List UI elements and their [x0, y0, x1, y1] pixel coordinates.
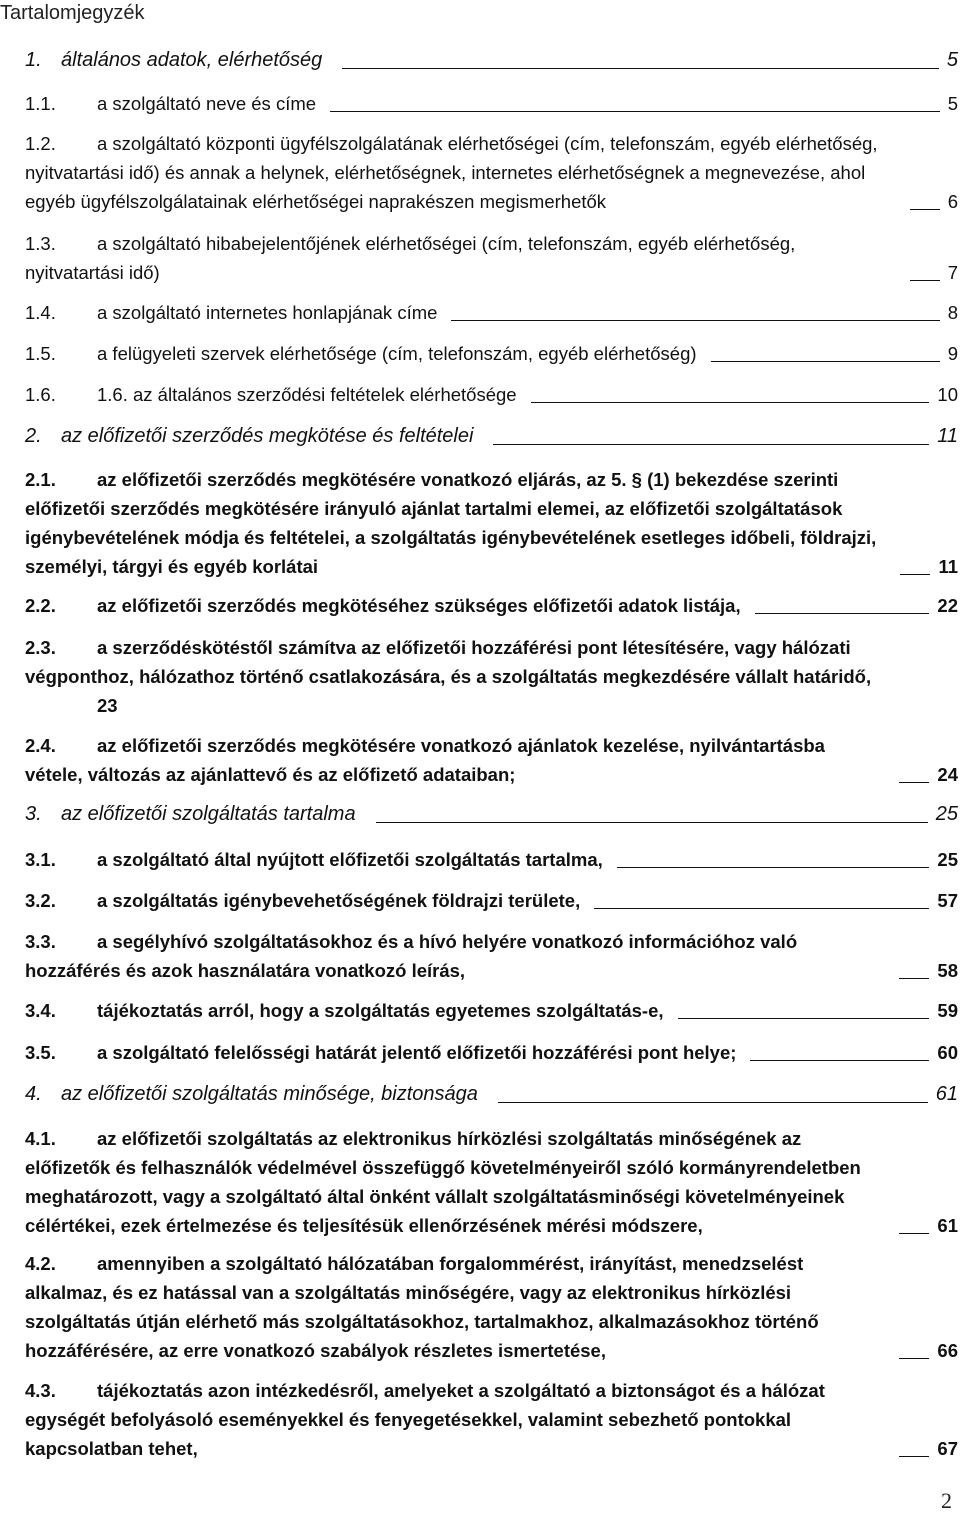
- toc-leader-line: [617, 866, 930, 868]
- toc-entry-number: 3.5.: [25, 1042, 56, 1063]
- toc-entry-number: 2.2.: [25, 595, 56, 616]
- toc-leader-line: [910, 208, 940, 210]
- toc-entry-1-1[interactable]: [25, 89, 958, 118]
- toc-entry-title: a szerződéskötéstől számítva az előfizetői hozzáférési pont létesítésére, vagy hálózati végponthoz, hálózathoz történő csatlakozására, és a szolgáltatás megkezdésére vállalt határidő,: [25, 637, 872, 687]
- toc-leader-line: [330, 110, 940, 112]
- toc-leader-line: [900, 573, 930, 575]
- toc-entry-title: amennyiben a szolgáltató hálózatában forgalommérést, irányítást, menedzselést alkalmaz, és ez hatással van a szolgáltatás minőségére, vagy az elektronikus hírközlési szolgáltatás útján elérhető más szolgáltatásokhoz, tartalmakhoz, alkalmazásokhoz történő hozzáférésére, az erre vonatkozó szabályok részletes ismertetése,: [25, 1253, 819, 1361]
- toc-entry-number: 2.1.: [25, 469, 56, 490]
- toc-entry-1-4[interactable]: [25, 298, 958, 327]
- toc-entry-number: 3.3.: [25, 931, 56, 952]
- toc-entry-title: 1.6. az általános szerződési feltételek elérhetősége: [97, 384, 517, 405]
- toc-entry-title: az előfizetői szerződés megkötéséhez szükséges előfizetői adatok listája,: [97, 595, 741, 616]
- toc-leader-line: [678, 1017, 930, 1019]
- toc-leader-line: [899, 1232, 929, 1234]
- toc-entry-page: 6: [947, 191, 958, 212]
- toc-leader-line: [493, 443, 929, 445]
- toc-entry-number: 1.3.: [25, 233, 56, 254]
- toc-entry-page: 25: [937, 849, 958, 870]
- toc-entry-number: 1.: [25, 49, 42, 71]
- toc-entry-page: 23: [97, 695, 118, 716]
- toc-entry-4-3[interactable]: [25, 1376, 958, 1463]
- toc-leader-line: [498, 1101, 928, 1103]
- toc-entry-number: 4.: [25, 1083, 42, 1105]
- toc-leader-line: [376, 821, 928, 823]
- toc-entry-number: 1.6.: [25, 384, 56, 405]
- toc-entry-3-2[interactable]: [25, 886, 958, 915]
- toc-entry-title: a szolgáltató neve és címe: [97, 93, 317, 114]
- toc-leader-line: [342, 67, 939, 69]
- toc-entry-number: 3.: [25, 803, 42, 825]
- toc-leader-line: [711, 360, 940, 362]
- toc-entry-page: 59: [937, 1000, 958, 1021]
- toc-leader-line: [899, 1455, 929, 1457]
- toc-entry-number: 1.5.: [25, 343, 56, 364]
- toc-entry-page: 5: [947, 93, 958, 114]
- toc-entry-2-4[interactable]: [25, 731, 958, 789]
- toc-entry-title: a szolgáltatás igénybevehetőségének földrajzi területe,: [97, 890, 581, 911]
- toc-entry-number: 3.4.: [25, 1000, 56, 1021]
- toc-entry-title: az előfizetői szolgáltatás tartalma: [61, 803, 356, 825]
- toc-entry-number: 3.2.: [25, 890, 56, 911]
- toc-entry-2-1[interactable]: [25, 465, 958, 581]
- toc-entry-page: 58: [937, 960, 958, 981]
- toc-entry-title: a szolgáltató felelősségi határát jelentő előfizetői hozzáférési pont helye;: [97, 1042, 737, 1063]
- toc-entry-4-2[interactable]: [25, 1249, 958, 1365]
- toc-entry-3-4[interactable]: [25, 996, 958, 1025]
- toc-entry-page: 11: [937, 425, 958, 447]
- toc-entry-title: az előfizetői szerződés megkötése és feltételei: [61, 425, 474, 447]
- toc-leader-line: [750, 1059, 929, 1061]
- toc-leader-line: [910, 279, 940, 281]
- toc-entry-page: 60: [937, 1042, 958, 1063]
- toc-entry-page: 66: [937, 1340, 958, 1361]
- toc-entry-title: a szolgáltató által nyújtott előfizetői szolgáltatás tartalma,: [97, 849, 603, 870]
- toc-leader-line: [899, 1357, 929, 1359]
- toc-entry-page: 22: [937, 595, 958, 616]
- toc-entry-page: 9: [947, 343, 958, 364]
- toc-entry-title: az előfizetői szolgáltatás az elektronikus hírközlési szolgáltatás minőségének az előfizetők és felhasználók védelmével összefüggő követelményeiről szóló kormányrendeletben meghatározott, vagy a szolgáltató által önként vállalt szolgáltatásminőségi követelményeinek célértékei, ezek értelmezése és teljesítésük ellenőrzésének mérési módszere,: [25, 1128, 861, 1236]
- toc-entry-3-3[interactable]: [25, 927, 958, 985]
- toc-entry-page: 25: [935, 803, 958, 825]
- toc-entry-1-3[interactable]: [25, 229, 958, 287]
- toc-entry-title: általános adatok, elérhetőség: [61, 49, 323, 71]
- toc-entry-page: 67: [937, 1438, 958, 1459]
- toc-entry-title: a felügyeleti szervek elérhetősége (cím, telefonszám, egyéb elérhetőség): [97, 343, 697, 364]
- toc-leader-line: [899, 977, 929, 979]
- toc-entry-title: az előfizetői szerződés megkötésére vonatkozó eljárás, az 5. § (1) bekezdése szerinti előfizetői szerződés megkötésére irányuló ajánlat tartalmi elemei, az előfizetői szolgáltatások igénybevételének módja és feltételei, a szolgáltatás igénybevételének esetleges időbeli, földrajzi, személyi, tárgyi és egyéb korlátai: [25, 469, 877, 577]
- toc-entry-number: 4.1.: [25, 1128, 56, 1149]
- toc-entry-number: 2.3.: [25, 637, 56, 658]
- toc-entry-page: 10: [937, 384, 958, 405]
- toc-entry-number: 4.3.: [25, 1380, 56, 1401]
- toc-entry-page: 57: [937, 890, 958, 911]
- toc-leader-line: [531, 401, 930, 403]
- toc-entry-title: az előfizetői szerződés megkötésére vonatkozó ajánlatok kezelése, nyilvántartásba vétele, változás az ajánlattevő és az előfizető adataiban;: [25, 735, 825, 785]
- page-number: 2: [941, 1488, 952, 1513]
- toc-entry-number: 1.4.: [25, 302, 56, 323]
- toc-entry-page: 5: [946, 49, 958, 71]
- toc-entry-4[interactable]: [25, 1080, 958, 1109]
- toc-entry-number: 2.4.: [25, 735, 56, 756]
- toc-entry-title: tájékoztatás arról, hogy a szolgáltatás egyetemes szolgáltatás-e,: [97, 1000, 664, 1021]
- toc-heading: Tartalomjegyzék: [0, 2, 145, 24]
- toc-entry-number: 3.1.: [25, 849, 56, 870]
- toc-entry-number: 4.2.: [25, 1253, 56, 1274]
- toc-entry-2[interactable]: [25, 422, 958, 451]
- toc-entry-1-5[interactable]: [25, 339, 958, 368]
- toc-entry-1-6[interactable]: [25, 380, 958, 409]
- toc-entry-title: a szolgáltató internetes honlapjának címe: [97, 302, 438, 323]
- toc-entry-2-3[interactable]: [25, 633, 958, 720]
- toc-entry-title: a szolgáltató központi ügyfélszolgálatának elérhetőségei (cím, telefonszám, egyéb elérhetőség, nyitvatartási idő) és annak a helynek, elérhetőségnek, internetes elérhetőségnek a megnevezése, ahol egyéb ügyfélszolgálatainak elérhetőségei naprakészen megismerhetők: [25, 133, 878, 212]
- toc-entry-title: az előfizetői szolgáltatás minősége, biztonsága: [61, 1083, 478, 1105]
- toc-entry-1[interactable]: [25, 46, 958, 75]
- toc-entry-page: 24: [937, 764, 958, 785]
- toc-entry-3-1[interactable]: [25, 845, 958, 874]
- toc-entry-title: a segélyhívó szolgáltatásokhoz és a hívó helyére vonatkozó információhoz való hozzáférés és azok használatára vonatkozó leírás,: [25, 931, 798, 981]
- toc-leader-line: [451, 319, 939, 321]
- toc-entry-1-2[interactable]: [25, 129, 958, 216]
- toc-entry-title: tájékoztatás azon intézkedésről, amelyeket a szolgáltató a biztonságot és a hálózat egységét befolyásoló eseményekkel és fenyegetésekkel, valamint sebezhető pontokkal kapcsolatban tehet,: [25, 1380, 825, 1459]
- toc-leader-line: [755, 612, 930, 614]
- toc-leader-line: [594, 907, 929, 909]
- toc-entry-3-5[interactable]: [25, 1038, 958, 1067]
- toc-entry-4-1[interactable]: [25, 1124, 958, 1240]
- toc-entry-page: 8: [947, 302, 958, 323]
- toc-entry-number: 2.: [25, 425, 42, 447]
- toc-entry-3[interactable]: [25, 800, 958, 829]
- toc-entry-number: 1.1.: [25, 93, 56, 114]
- toc-entry-page: 61: [937, 1215, 958, 1236]
- toc-entry-number: 1.2.: [25, 133, 56, 154]
- toc-entry-page: 7: [947, 262, 958, 283]
- toc-leader-line: [899, 781, 929, 783]
- toc-entry-page: 11: [938, 556, 958, 577]
- toc-entry-title: a szolgáltató hibabejelentőjének elérhetőségei (cím, telefonszám, egyéb elérhetőség, nyitvatartási idő): [25, 233, 796, 283]
- toc-entry-page: 61: [935, 1083, 958, 1105]
- toc-entry-2-2[interactable]: [25, 591, 958, 620]
